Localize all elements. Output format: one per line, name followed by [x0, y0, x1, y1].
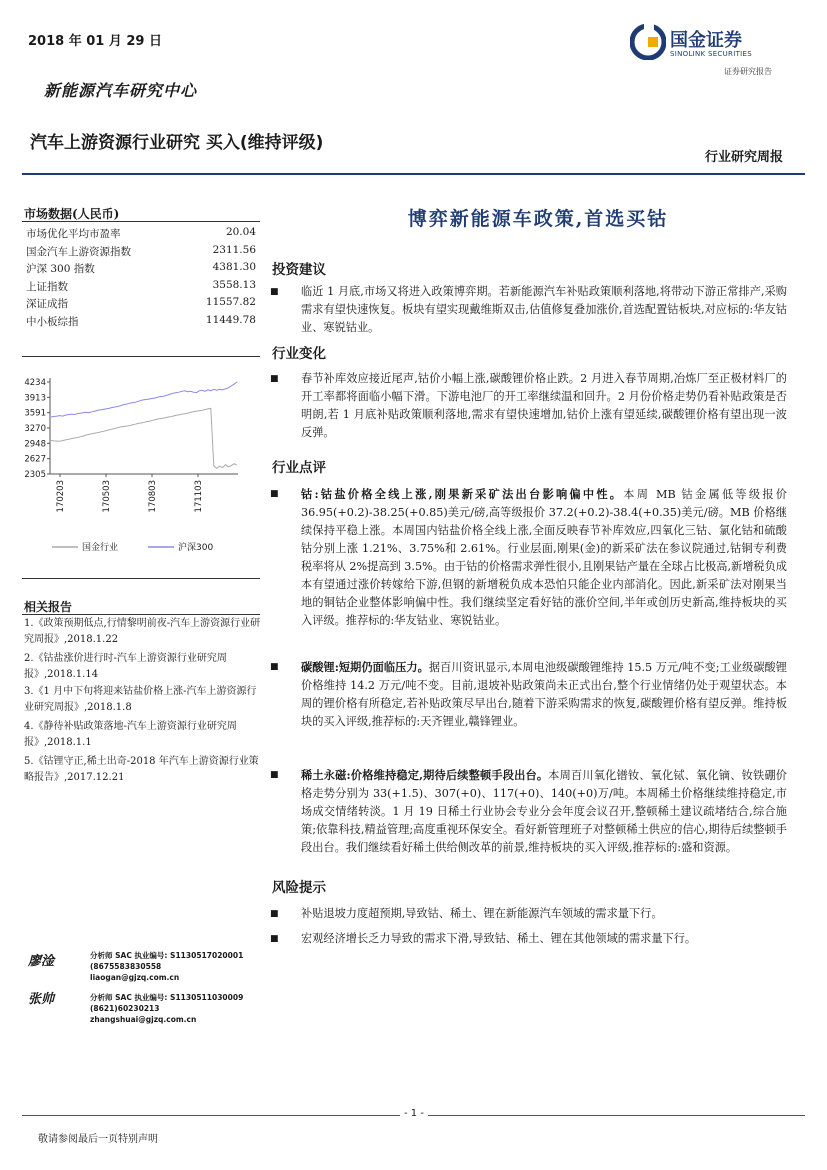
author-email[interactable]: zhangshuai@gjzq.com.cn	[90, 1015, 197, 1024]
x-tick-label: 171103	[194, 480, 204, 513]
market-data-value: 4381.30	[212, 261, 256, 273]
disclaimer: 敬请参阅最后一页特别声明	[38, 1134, 158, 1145]
section-heading: 风险提示	[272, 880, 326, 896]
x-tick-label: 170203	[56, 480, 66, 513]
related-report-item[interactable]: 4.《静待补贴政策落地-汽车上游资源行业研究周报》,2018.1.1	[24, 721, 237, 748]
y-tick-label: 2948	[24, 439, 46, 450]
related-report-item[interactable]: 2.《钴盐涨价进行时-汽车上游资源行业研究周报》,2018.1.14	[24, 653, 227, 680]
y-tick-label: 2627	[24, 454, 46, 465]
paragraph-lead: 稀土永磁:价格维持稳定,期待后续整顿手段出台。	[301, 768, 549, 782]
market-data-value: 2311.56	[212, 243, 256, 256]
paragraph: ■ 碳酸锂:短期仍面临压力。据百川资讯显示,本周电池级碳酸锂维持 15.5 万元/吨不变;工业级碳酸锂价格维持 14.2 万元/吨不变。目前,退坡补贴政策尚未正式出台,整个行业情绪仍处于观望状态。本周的锂价格有所稳定,若补贴政策尽早出台,随着下游采购需求的恢复,碳酸锂价格有望反弹。维持板块的买入评级,推荐标的:天齐锂业,赣锋锂业。	[270, 660, 787, 728]
author-email[interactable]: liaogan@gjzq.com.cn	[90, 973, 180, 982]
section-heading: 行业变化	[272, 346, 326, 362]
market-data-heading: 市场数据(人民币)	[24, 207, 120, 221]
bullet-icon: ■	[270, 489, 279, 499]
index-chart	[20, 370, 250, 530]
paragraph: ■ 宏观经济增长乏力导致的需求下滑,导致钴、稀土、锂在其他领域的需求量下行。	[275, 930, 787, 948]
series-line-industry	[51, 408, 237, 468]
market-data-label: 上证指数	[26, 280, 68, 293]
market-data-label: 沪深 300 指数	[26, 263, 95, 275]
author-phone: (8621)60230213	[90, 1004, 160, 1013]
paragraph-lead: 碳酸锂:短期仍面临压力。	[301, 660, 429, 674]
paragraph: ■ 钴:钴盐价格全线上涨,刚果新采矿法出台影响偏中性。本周 MB 钴金属低等级报价 36.95(+0.2)-38.25(+0.85)美元/磅,高等级报价 37.2(+0.2)-38.4(+0.35)美元/磅。MB 价格继续保持平稳上涨。本周国内钴盐价格全线上涨,全面反映春节补库效应,四氧化三钴、氯化钴和硫酸钴分别上涨 1.21%、3.75%和 2.61%。行业层面,刚果(金)的新采矿法在参议院通过,钴铜专利费税率将从 2%提高到 3.5%。由于钴的价格需求弹性很小,且刚果钴产量在全球占比极高,新增税负成本有望通过涨价转嫁给下游,但钢的新增税负成本恐怕只能企业内部消化。因此,新采矿法对刚果当地的铜钴企业整体影响偏中性。我们继续坚定看好钴的涨价空间,半年或创历史新高,维持板块的买入评级。推荐标的:华友钴业、寒锐钴业。	[270, 487, 787, 627]
author-contact	[90, 950, 243, 983]
bullet-icon: ■	[270, 770, 279, 780]
y-tick-label: 3270	[24, 424, 46, 434]
series-line-hs300	[51, 382, 237, 417]
section-heading: 行业点评	[272, 460, 326, 476]
author-phone: (8675583830558	[90, 962, 162, 971]
report-title: 汽车上游资源行业研究 买入(维持评级)	[30, 133, 324, 153]
market-data-row	[26, 261, 256, 276]
header-divider	[22, 173, 805, 175]
market-data-row	[26, 244, 256, 259]
paragraph-lead: 钴:钴盐价格全线上涨,刚果新采矿法出台影响偏中性。	[301, 487, 624, 501]
paragraph: ■ 补贴退坡力度超预期,导致钴、稀土、锂在新能源汽车领域的需求量下行。	[275, 905, 787, 923]
related-report-item[interactable]: 5.《钴锂守正,稀土出奇-2018 年汽车上游资源行业策略报告》,2017.12.21	[24, 756, 259, 783]
paragraph: ■ 稀土永磁:价格维持稳定,期待后续整顿手段出台。本周百川氧化镨钕、氧化铽、氧化镝、钕铁硼价格走势分别为 33(+1.5)、307(+0)、117(+0)、140(+0)万/吨。本周稀土价格继续维持稳定,市场成交情绪转淡。1 月 19 日稀土行业协会专业分会年度会议召开,整顿稀土建议疏堵结合,综合施策;依靠科技,精益管理;高度重视环保安全。看好新管理班子对整顿稀土供应的信心,期待后续整顿手段出台。我们继续看好稀土供给侧改革的前景,维持板块的买入评级,推荐标的:盛和资源。	[270, 768, 787, 854]
logo-text-en: SINOLINK SECURITIES	[670, 50, 752, 58]
market-data-value: 3558.13	[212, 278, 256, 291]
author-sac-number: 分析师 SAC 执业编号: S1130517020001	[90, 951, 244, 960]
legend-label-hs300: 沪深300	[178, 543, 214, 553]
legend-label-industry: 国金行业	[82, 543, 119, 553]
report-type: 行业研究周报	[704, 150, 783, 165]
market-data-row	[26, 279, 256, 294]
y-tick-label: 3591	[24, 408, 46, 419]
market-data-label: 国金汽车上游资源指数	[26, 245, 131, 258]
market-data-divider	[22, 221, 260, 222]
y-tick-label: 4234	[24, 378, 46, 388]
x-tick-label: 170503	[102, 480, 112, 513]
logo-text-cn: 国金证券	[670, 30, 742, 51]
author-sac-number: 分析师 SAC 执业编号: S1130511030009	[90, 993, 244, 1002]
research-center: 新能源汽车研究中心	[44, 81, 198, 100]
bullet-icon: ■	[270, 909, 279, 919]
author-name: 张帅	[28, 992, 55, 1007]
market-data-value: 11449.78	[205, 313, 256, 326]
section-heading: 投资建议	[272, 262, 326, 278]
market-data-value: 20.04	[225, 226, 256, 238]
market-data-row	[26, 296, 256, 311]
related-report-item[interactable]: 1.《政策预期低点,行情黎明前夜-汽车上游资源行业研究周报》,2018.1.22	[24, 618, 261, 645]
chart-top-divider	[22, 356, 260, 357]
related-reports-heading: 相关报告	[24, 600, 73, 614]
report-category: 证券研究报告	[724, 67, 772, 76]
market-data-row	[26, 314, 256, 329]
legend-line-hs300	[148, 546, 174, 548]
report-date: 2018 年 01 月 29 日	[28, 34, 162, 49]
market-data-label: 中小板综指	[26, 315, 79, 328]
related-reports-divider	[22, 614, 260, 615]
chart-legend	[52, 540, 262, 554]
paragraph: ■ 临近 1 月底,市场又将进入政策博弈期。若新能源汽车补贴政策顺利落地,将带动下游正常排产,采购需求有望快速恢复。板块有望实现戴维斯双击,估值修复叠加涨价,首选配置钴板块,对应标的:华友钴业、寒锐钴业。	[270, 285, 787, 334]
market-data-label: 市场优化平均市盈率	[26, 228, 121, 240]
bullet-icon: ■	[270, 662, 279, 672]
market-data-value: 11557.82	[205, 296, 256, 308]
x-tick-label: 170803	[148, 480, 158, 513]
y-tick-label: 3913	[24, 393, 46, 404]
main-title: 博弈新能源车政策,首选买钴	[407, 208, 669, 230]
legend-line-industry	[52, 546, 78, 548]
sinolink-logo-icon	[630, 24, 666, 60]
bullet-icon: ■	[270, 374, 279, 384]
market-data-label: 深证成指	[26, 298, 68, 310]
bullet-icon: ■	[270, 287, 279, 297]
author-contact	[90, 992, 243, 1025]
market-data-row	[26, 226, 256, 241]
bullet-icon: ■	[270, 934, 279, 944]
paragraph: ■ 春节补库效应接近尾声,钴价小幅上涨,碳酸锂价格止跌。2 月进入春节周期,冶炼厂至正极材料厂的开工率都将面临小幅下滑。下游电池厂的开工率继续温和回升。2 月份价格走势仍看补贴政策是否明朗,若 1 月底补贴政策顺利落地,需求有望快速增加,钴价上涨有望延续,碳酸锂价格有望出现一波反弹。	[270, 372, 787, 439]
y-tick-label: 2305	[24, 470, 46, 480]
related-report-item[interactable]: 3.《1 月中下旬将迎来钴盐价格上涨-汽车上游资源行业研究周报》,2018.1.8	[24, 686, 257, 713]
author-name: 廖淦	[28, 954, 55, 969]
page-number: - 1 -	[400, 1108, 428, 1119]
chart-bottom-divider	[22, 578, 260, 579]
